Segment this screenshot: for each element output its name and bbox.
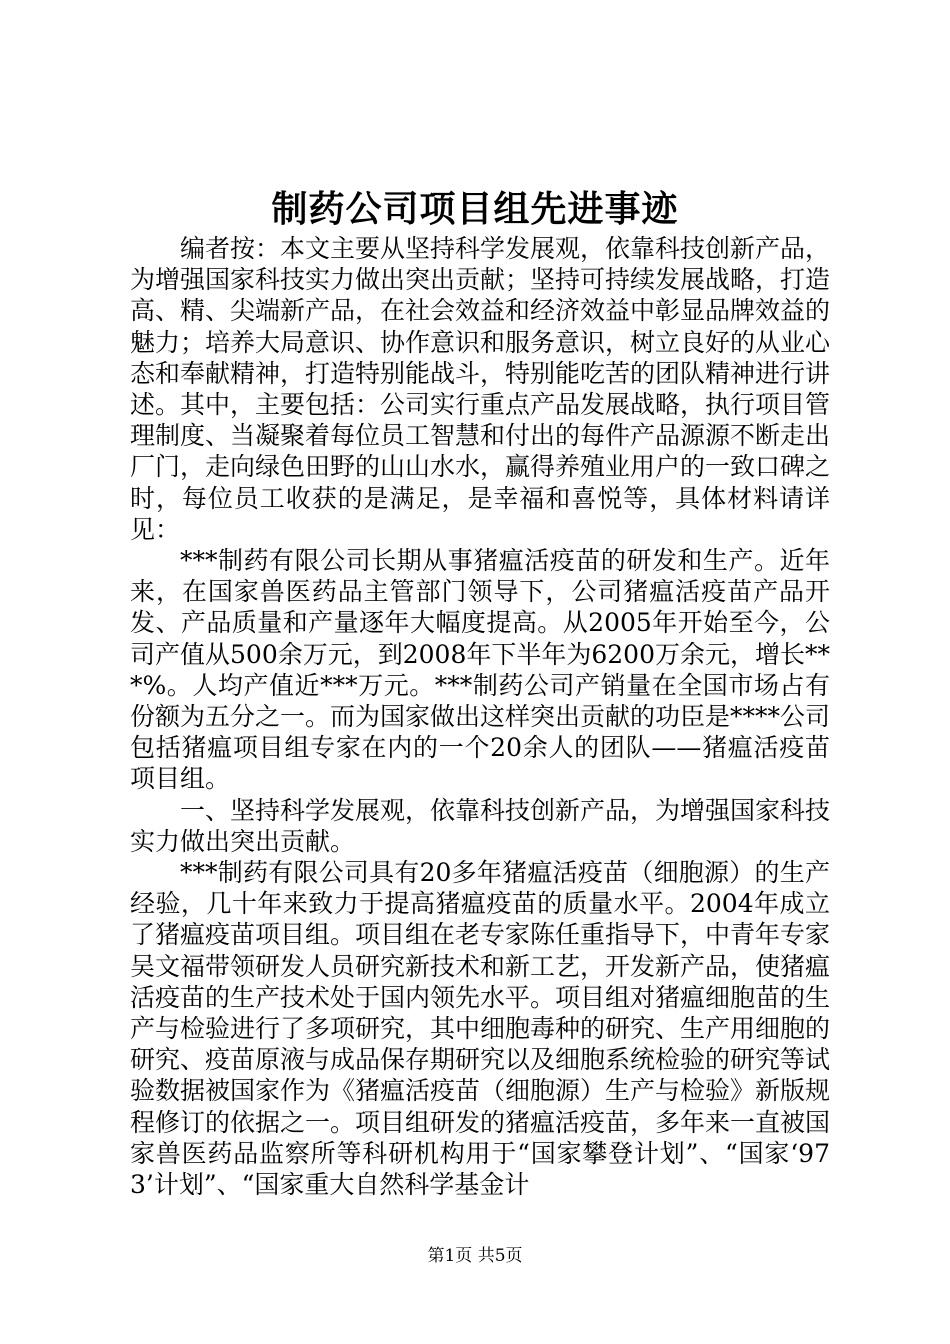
document-title: 制药公司项目组先进事迹 [271,188,679,230]
paragraph-project-group: ***制药有限公司具有20多年猪瘟活疫苗（细胞源）的生产经验，几十年来致力于提高猪瘟疫苗的质量水平。2004年成立了猪瘟疫苗项目组。项目组在老专家陈任重指导下，中青年专家吴文福带领研发人员研究新技术和新工艺，开发新产品，使猪瘟活疫苗的生产技术处于国内领先水平。项目组对猪瘟细胞苗的生产与检验进行了多项研究，其中细胞毒种的研究、生产用细胞的研究、疫苗原液与成品保存期研究以及细胞系统检验的研究等试验数据被国家作为《猪瘟活疫苗（细胞源）生产与检验》新版规程修订的依据之一。项目组研发的猪瘟活疫苗，多年来一直被国家兽医药品监察所等科研机构用于“国家攀登计划”、“国家‘973’计划”、“国家重大自然科学基金计 [130,858,831,1200]
page-number-footer: 第1页 共5页 [427,1246,523,1266]
document-body [130,233,830,1200]
paragraph-section-heading-1: 一、坚持科学发展观，依靠科技创新产品，为增强国家科技实力做出突出贡献。 [130,795,831,856]
paragraph-editor-note: 编者按：本文主要从坚持科学发展观，依靠科技创新产品，为增强国家科技实力做出突出贡献；坚持可持续发展战略，打造高、精、尖端新产品，在社会效益和经济效益中彰显品牌效益的魅力；培养大局意识、协作意识和服务意识，树立良好的从业心态和奉献精神，打造特别能战斗，特别能吃苦的团队精神进行讲述。其中，主要包括：公司实行重点产品发展战略，执行项目管理制度、当凝聚着每位员工智慧和付出的每件产品源源不断走出厂门，走向绿色田野的山山水水，赢得养殖业用户的一致口碑之时，每位员工收获的是满足，是幸福和喜悦等，具体材料请详见： [130,234,831,544]
paragraph-company-intro: ***制药有限公司长期从事猪瘟活疫苗的研发和生产。近年来，在国家兽医药品主管部门领导下，公司猪瘟活疫苗产品开发、产品质量和产量逐年大幅度提高。从2005年开始至今，公司产值从500余万元，到2008年下半年为6200万余元，增长***%。人均产值近***万元。***制药公司产销量在全国市场占有份额为五分之一。而为国家做出这样突出贡献的功臣是****公司包括猪瘟项目组专家在内的一个20余人的团队——猪瘟活疫苗项目组。 [130,546,831,794]
